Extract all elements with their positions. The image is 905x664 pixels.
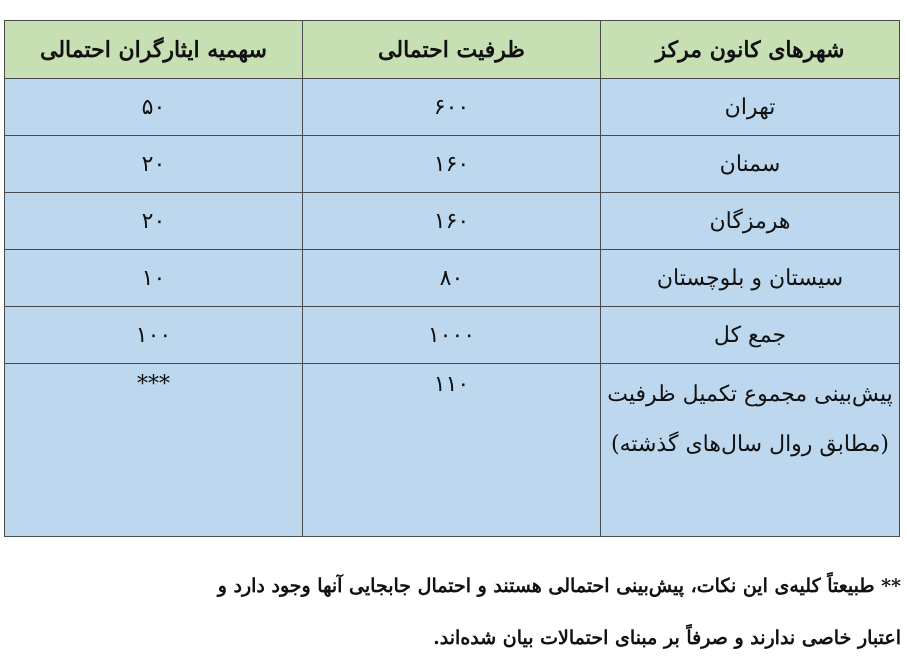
cell-city: سمنان [601,136,900,193]
cell-city: تهران [601,79,900,136]
header-capacity: ظرفیت احتمالی [303,21,601,79]
header-city: شهرهای کانون مرکز [601,21,900,79]
cell-city: پیش‌بینی مجموع تکمیل ظرفیت (مطابق روال سال‌های گذشته) [601,364,900,537]
cell-share: ۲۰ [5,193,303,250]
table-header-row [5,21,900,79]
cell-share: ۱۰ [5,250,303,307]
cell-capacity: ۱۱۰ [303,364,601,537]
cell-capacity: ۶۰۰ [303,79,601,136]
cell-capacity: ۱۶۰ [303,193,601,250]
cell-capacity: ۱۶۰ [303,136,601,193]
cell-city: سیستان و بلوچستان [601,250,900,307]
table-row-total [5,307,900,364]
cell-city: هرمزگان [601,193,900,250]
table-row-forecast [5,364,900,537]
footnote-line-2: اعتبار خاصی ندارند و صرفاً بر مبنای احتمالات بیان شده‌اند. [433,627,901,649]
header-share: سهمیه ایثارگران احتمالی [5,21,303,79]
cell-capacity: ۱۰۰۰ [303,307,601,364]
footnote-line-1: ** طبیعتاً کلیه‌ی این نکات، پیش‌بینی احتمالی هستند و احتمال جابجایی آنها وجود دارد و [217,575,901,597]
cell-city: جمع کل [601,307,900,364]
table-row [5,250,900,307]
table-row [5,193,900,250]
footnote [6,560,901,664]
cell-share: *** [5,364,303,537]
table-row [5,136,900,193]
cell-share: ۱۰۰ [5,307,303,364]
capacity-table [4,20,900,537]
table-row [5,79,900,136]
cell-share: ۲۰ [5,136,303,193]
cell-capacity: ۸۰ [303,250,601,307]
cell-share: ۵۰ [5,79,303,136]
